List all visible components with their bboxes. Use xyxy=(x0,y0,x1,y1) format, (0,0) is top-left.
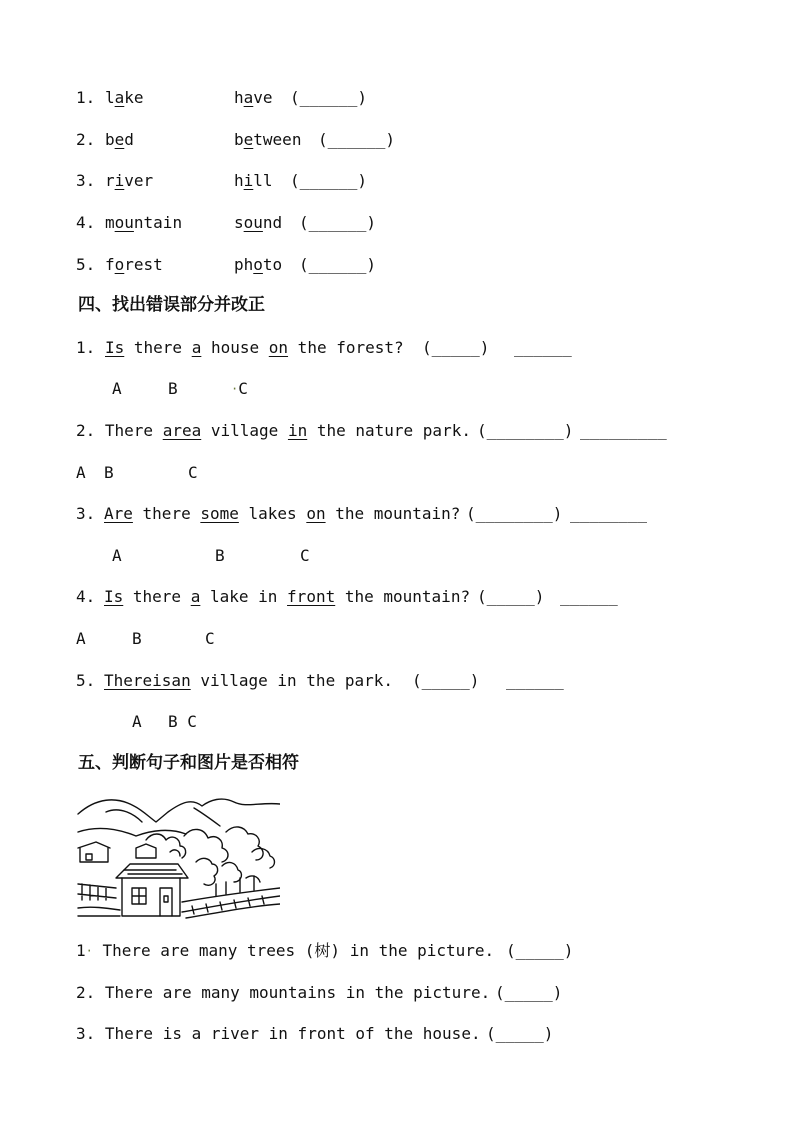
answer-blank[interactable]: (________) xyxy=(466,504,563,523)
error-question-5: 5. Thereisan village in the park. (_____) ______ xyxy=(0,669,19,693)
word-a: forest xyxy=(105,255,163,274)
stray-mark-icon: · xyxy=(85,944,93,958)
correction-line[interactable]: ______ xyxy=(506,671,564,690)
word-a: river xyxy=(105,171,154,190)
section-5-heading: 五、判断句子和图片是否相符 xyxy=(78,753,299,773)
word-a: mountain xyxy=(105,213,183,232)
correction-line[interactable]: ______ xyxy=(514,338,572,357)
answer-blank[interactable]: (______) xyxy=(290,88,368,107)
phonics-item-3: 3. river hill (______) xyxy=(0,169,39,193)
section-4-heading: 四、找出错误部分并改正 xyxy=(78,295,265,315)
answer-blank[interactable]: (______) xyxy=(318,130,396,149)
judge-item-3: 3. There is a river in front of the house. (_____) xyxy=(0,1022,19,1046)
word-a: lake xyxy=(105,88,144,107)
answer-blank[interactable]: (_____) xyxy=(486,1024,554,1043)
answer-blank[interactable]: (______) xyxy=(299,213,377,232)
answer-blank[interactable]: (_____) xyxy=(477,587,545,606)
correction-line[interactable]: ______ xyxy=(560,587,618,606)
answer-blank[interactable]: (_____) xyxy=(422,338,490,357)
correction-line[interactable]: ________ xyxy=(570,504,648,523)
error-question-4: 4. Is there a lake in front the mountain? (_____) ______ xyxy=(0,585,19,609)
phonics-item-5: 5. forest photo (______) xyxy=(0,253,39,277)
phonics-item-1: 1. lake have (______) xyxy=(0,86,39,110)
answer-blank[interactable]: (________) xyxy=(477,421,574,440)
word-b: between xyxy=(234,130,302,149)
option-labels: A B C xyxy=(112,546,310,565)
stray-mark-icon: · xyxy=(231,382,239,396)
answer-blank[interactable]: (______) xyxy=(299,255,377,274)
word-b: hill xyxy=(234,171,273,190)
error-question-3: 3. Are there some lakes on the mountain? (________) ________ xyxy=(0,502,19,526)
judge-item-1: 1· There are many trees (树) in the picture. (_____) xyxy=(0,939,19,963)
landscape-illustration xyxy=(76,792,280,920)
option-labels: A B ·C xyxy=(112,379,248,398)
error-question-2: 2. There area village in the nature park. (________) _________ xyxy=(0,419,19,443)
phonics-item-2: 2. bed between (______) xyxy=(0,128,39,152)
answer-blank[interactable]: (_____) xyxy=(495,983,563,1002)
phonics-item-4: 4. mountain sound (______) xyxy=(0,211,39,235)
answer-blank[interactable]: (_____) xyxy=(412,671,480,690)
judge-item-2: 2. There are many mountains in the picture. (_____) xyxy=(0,981,19,1005)
word-b: have xyxy=(234,88,273,107)
correction-line[interactable]: _________ xyxy=(580,421,667,440)
word-a: bed xyxy=(105,130,134,149)
answer-blank[interactable]: (_____) xyxy=(506,941,574,960)
option-labels: A B C xyxy=(76,463,198,482)
answer-blank[interactable]: (______) xyxy=(290,171,368,190)
word-b: sound xyxy=(234,213,283,232)
option-labels: A B C xyxy=(76,629,215,648)
word-b: photo xyxy=(234,255,283,274)
option-labels: A B C xyxy=(132,712,197,731)
error-question-1: 1. Is there a house on the forest? (_____) ______ xyxy=(0,336,19,360)
